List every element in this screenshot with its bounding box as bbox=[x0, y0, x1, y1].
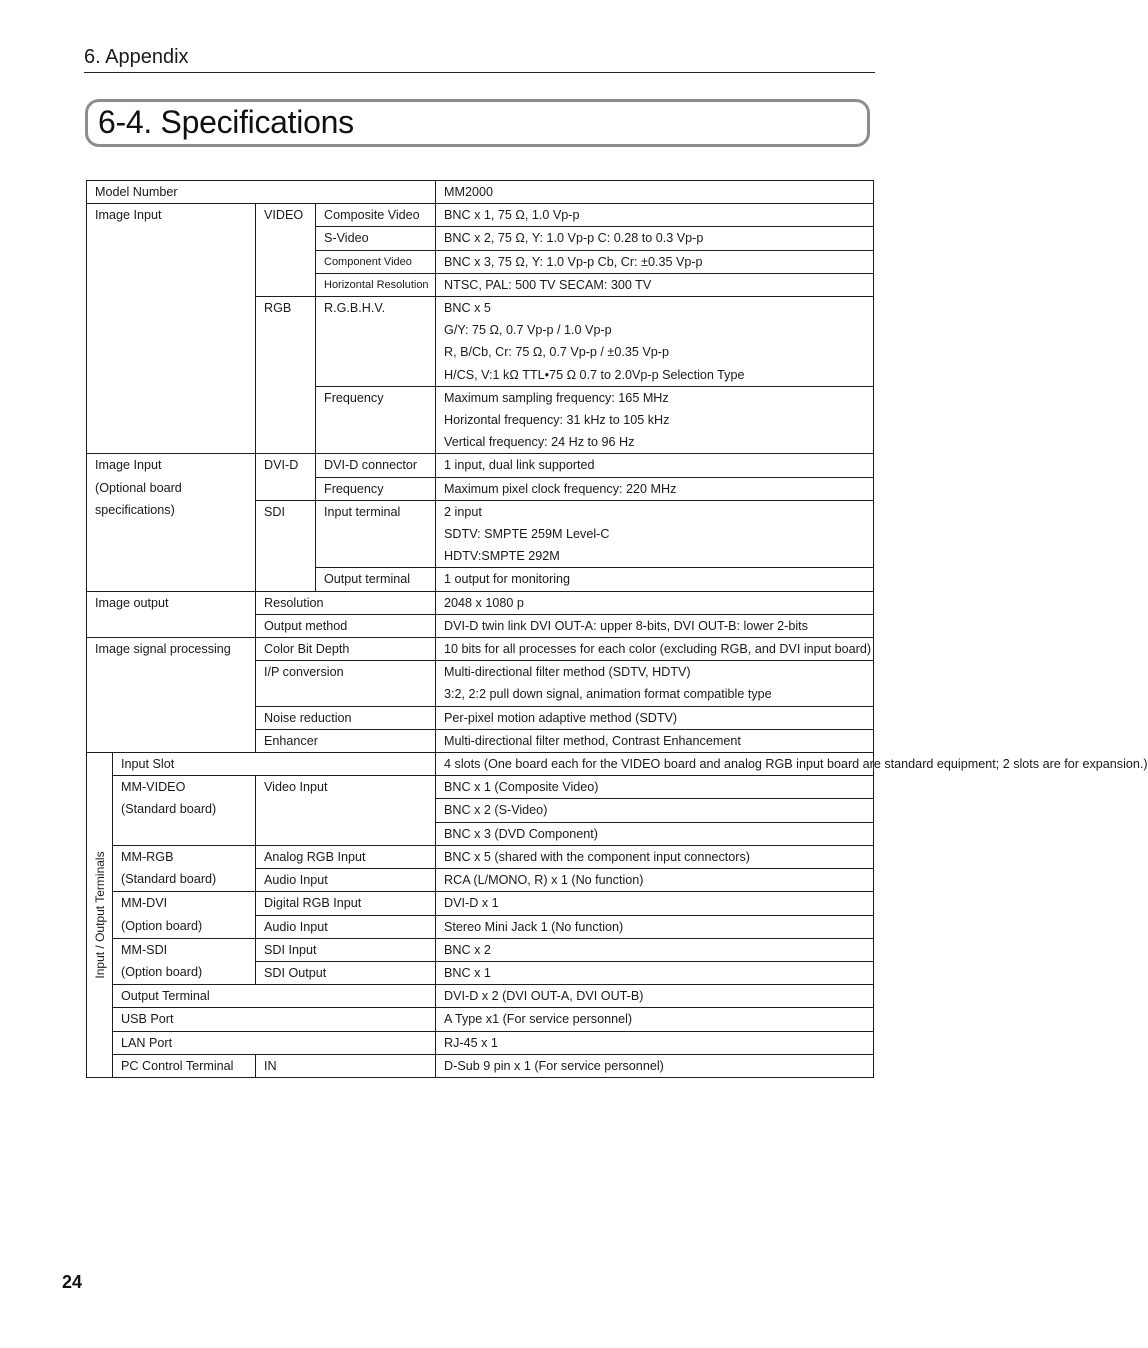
io-group-text: Input / Output Terminals bbox=[92, 851, 107, 979]
processing-label: Image signal processing bbox=[87, 638, 256, 753]
label-line: MM-RGB bbox=[121, 849, 174, 864]
page-title: 6-4. Specifications bbox=[98, 104, 354, 140]
composite-label: Composite Video bbox=[316, 204, 436, 227]
optional-input-label bbox=[87, 454, 256, 591]
io-output-terminal-value: DVI-D x 2 (DVI OUT-A, DVI OUT-B) bbox=[436, 985, 874, 1008]
dvid-label: DVI-D bbox=[256, 454, 316, 500]
output-terminal-label: Output terminal bbox=[316, 568, 436, 591]
enhancer-value: Multi-directional filter method, Contrast Enhancement bbox=[436, 729, 874, 752]
label-line: specifications) bbox=[95, 502, 175, 517]
table-row bbox=[87, 985, 874, 1008]
dvid-connector-label: DVI-D connector bbox=[316, 454, 436, 477]
analog-rgb-label: Analog RGB Input bbox=[256, 845, 436, 868]
bit-depth-value: 10 bits for all processes for each color (excluding RGB, and DVI input board) bbox=[436, 638, 874, 661]
lan-label: LAN Port bbox=[113, 1031, 436, 1054]
image-output-label: Image output bbox=[87, 591, 256, 637]
value-line: SDTV: SMPTE 259M Level-C bbox=[444, 527, 610, 542]
sdi-output-label: SDI Output bbox=[256, 961, 436, 984]
pc-in-label: IN bbox=[256, 1054, 436, 1077]
noise-label: Noise reduction bbox=[256, 706, 436, 729]
input-slot-label: Input Slot bbox=[113, 753, 436, 776]
mm-sdi-label bbox=[113, 938, 256, 984]
video-label: VIDEO bbox=[256, 204, 316, 297]
label-line: (Standard board) bbox=[121, 802, 217, 817]
mm-dvi-label bbox=[113, 892, 256, 938]
value-line: G/Y: 75 Ω, 0.7 Vp-p / 1.0 Vp-p bbox=[444, 323, 612, 338]
table-row bbox=[87, 1031, 874, 1054]
table-row bbox=[87, 776, 874, 799]
digital-rgb-label: Digital RGB Input bbox=[256, 892, 436, 915]
resolution-value: 2048 x 1080 p bbox=[436, 591, 874, 614]
table-row bbox=[87, 753, 874, 776]
input-terminal-value bbox=[436, 500, 874, 568]
lan-value: RJ-45 x 1 bbox=[436, 1031, 874, 1054]
header-rule bbox=[84, 72, 875, 73]
label-line: MM-SDI bbox=[121, 942, 168, 957]
noise-value: Per-pixel motion adaptive method (SDTV) bbox=[436, 706, 874, 729]
label-line: MM-VIDEO bbox=[121, 780, 186, 795]
io-group-label bbox=[87, 753, 113, 1078]
image-input-label: Image Input bbox=[87, 204, 256, 454]
table-row bbox=[87, 181, 874, 204]
enhancer-label: Enhancer bbox=[256, 729, 436, 752]
label-line: MM-DVI bbox=[121, 896, 168, 911]
input-slot-value: 4 slots (One board each for the VIDEO board and analog RGB input board are standard equipment; 2 slots are for expansion.) bbox=[436, 753, 874, 776]
table-row bbox=[87, 845, 874, 868]
label-line: (Standard board) bbox=[121, 872, 217, 887]
output-method-label: Output method bbox=[256, 614, 436, 637]
video-input-label: Video Input bbox=[256, 776, 436, 846]
table-row bbox=[87, 1054, 874, 1077]
usb-value: A Type x1 (For service personnel) bbox=[436, 1008, 874, 1031]
resolution-label: Resolution bbox=[256, 591, 436, 614]
table-row bbox=[87, 938, 874, 961]
table-row bbox=[87, 638, 874, 661]
value-line: BNC x 5 bbox=[444, 301, 491, 316]
mm-rgb-label bbox=[113, 845, 256, 891]
spec-table bbox=[86, 180, 1148, 1078]
pc-control-value: D-Sub 9 pin x 1 (For service personnel) bbox=[436, 1054, 874, 1077]
svideo-label: S-Video bbox=[316, 227, 436, 250]
hres-label: Horizontal Resolution bbox=[316, 273, 436, 296]
value-line: Maximum sampling frequency: 165 MHz bbox=[444, 390, 669, 405]
label-line: (Optional board bbox=[95, 480, 182, 495]
composite-value: BNC x 1, 75 Ω, 1.0 Vp-p bbox=[436, 204, 874, 227]
video-input-value: BNC x 1 (Composite Video) bbox=[436, 776, 874, 799]
dvi-frequency-value: Maximum pixel clock frequency: 220 MHz bbox=[436, 477, 874, 500]
page-number: 24 bbox=[62, 1272, 83, 1292]
title-box bbox=[85, 99, 870, 147]
table-row bbox=[87, 1008, 874, 1031]
table-row bbox=[87, 454, 874, 477]
ip-label: I/P conversion bbox=[256, 661, 436, 706]
sdi-label: SDI bbox=[256, 500, 316, 591]
rgb-audio-label: Audio Input bbox=[256, 869, 436, 892]
section-heading: 6. Appendix bbox=[84, 46, 189, 68]
value-line: Multi-directional filter method (SDTV, HDTV) bbox=[444, 665, 691, 680]
value-line: R, B/Cb, Cr: 75 Ω, 0.7 Vp-p / ±0.35 Vp-p bbox=[444, 345, 669, 360]
component-value: BNC x 3, 75 Ω, Y: 1.0 Vp-p Cb, Cr: ±0.35 Vp-p bbox=[436, 250, 874, 273]
model-label: Model Number bbox=[87, 181, 436, 204]
dvi-audio-label: Audio Input bbox=[256, 915, 436, 938]
ip-value bbox=[436, 661, 874, 706]
analog-rgb-value: BNC x 5 (shared with the component input connectors) bbox=[436, 845, 874, 868]
bit-depth-label: Color Bit Depth bbox=[256, 638, 436, 661]
value-line: 2 input bbox=[444, 504, 482, 519]
value-line: 3:2, 2:2 pull down signal, animation format compatible type bbox=[444, 687, 772, 702]
value-line: Horizontal frequency: 31 kHz to 105 kHz bbox=[444, 413, 670, 428]
label-line: Image Input bbox=[95, 458, 162, 473]
output-method-value: DVI-D twin link DVI OUT-A: upper 8-bits, DVI OUT-B: lower 2-bits bbox=[436, 614, 874, 637]
digital-rgb-value: DVI-D x 1 bbox=[436, 892, 874, 915]
rgbhv-value bbox=[436, 297, 874, 387]
input-terminal-label: Input terminal bbox=[316, 500, 436, 568]
dvi-frequency-label: Frequency bbox=[316, 477, 436, 500]
dvi-audio-value: Stereo Mini Jack 1 (No function) bbox=[436, 915, 874, 938]
sdi-input-value: BNC x 2 bbox=[436, 938, 874, 961]
output-terminal-value: 1 output for monitoring bbox=[436, 568, 874, 591]
table-row bbox=[87, 591, 874, 614]
hres-value: NTSC, PAL: 500 TV SECAM: 300 TV bbox=[436, 273, 874, 296]
dvid-connector-value: 1 input, dual link supported bbox=[436, 454, 874, 477]
label-line: (Option board) bbox=[121, 964, 203, 979]
rgb-audio-value: RCA (L/MONO, R) x 1 (No function) bbox=[436, 869, 874, 892]
table-row bbox=[87, 204, 874, 227]
frequency-label: Frequency bbox=[316, 386, 436, 454]
rgbhv-label: R.G.B.H.V. bbox=[316, 297, 436, 387]
video-input-value: BNC x 2 (S-Video) bbox=[436, 799, 874, 822]
pc-control-label: PC Control Terminal bbox=[113, 1054, 256, 1077]
value-line: Vertical frequency: 24 Hz to 96 Hz bbox=[444, 435, 635, 450]
table-row bbox=[87, 892, 874, 915]
usb-label: USB Port bbox=[113, 1008, 436, 1031]
rgb-label: RGB bbox=[256, 297, 316, 454]
video-input-value: BNC x 3 (DVD Component) bbox=[436, 822, 874, 845]
sdi-input-label: SDI Input bbox=[256, 938, 436, 961]
value-line: H/CS, V:1 kΩ TTL•75 Ω 0.7 to 2.0Vp-p Selection Type bbox=[444, 367, 745, 382]
io-output-terminal-label: Output Terminal bbox=[113, 985, 436, 1008]
component-label: Component Video bbox=[316, 250, 436, 273]
model-value: MM2000 bbox=[436, 181, 874, 204]
label-line: (Option board) bbox=[121, 918, 203, 933]
mm-video-label bbox=[113, 776, 256, 846]
value-line: HDTV:SMPTE 292M bbox=[444, 549, 560, 564]
sdi-output-value: BNC x 1 bbox=[436, 961, 874, 984]
frequency-value bbox=[436, 386, 874, 454]
svideo-value: BNC x 2, 75 Ω, Y: 1.0 Vp-p C: 0.28 to 0.3 Vp-p bbox=[436, 227, 874, 250]
